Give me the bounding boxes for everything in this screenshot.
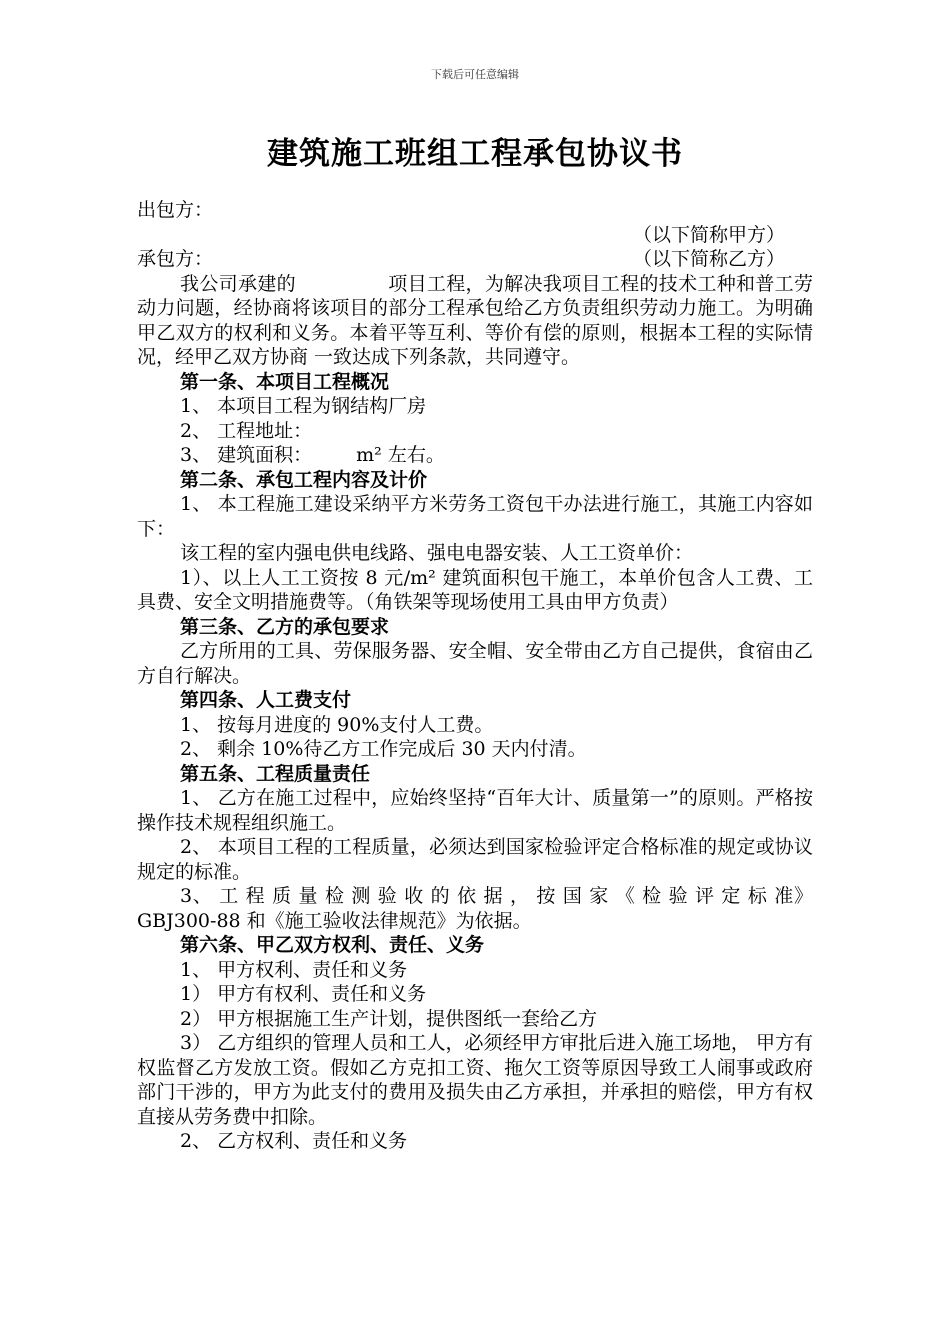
contractor-note: （以下简称乙方）: [632, 248, 785, 270]
article-4-item-2: 2、 剩余 10%待乙方工作完成后 30 天内付清。: [180, 738, 587, 760]
article-5-heading: 第五条、工程质量责任: [180, 762, 371, 785]
article-5-paragraph-3: 3、 工 程 质 量 检 测 验 收 的 依 据 ， 按 国 家 《 检 验 评 定 标 准》GBJ300-88 和《施工验收法律规范》为依据。: [137, 885, 813, 932]
article-1-item-3: [137, 443, 813, 468]
article-6-item-3: 2） 甲方根据施工生产计划，提供图纸一套给乙方: [180, 1007, 598, 1030]
intro-part2: 项目工程，为解决我项目工程的技术工种和普工劳动力问题，经协商将该项目的部分工程承包给乙方负责组织劳动力施工。为明确甲乙双方的权利和义务。本着平等互利、等价有偿的原则，根据本工程的实际情况，经甲乙双方协商 一致达成下列条款，共同遵守。: [137, 272, 813, 368]
intro-part1: 我公司承建的: [180, 272, 296, 295]
article-6-item-1: 1、 甲方权利、责任和义务: [180, 958, 408, 981]
article-6-heading: 第六条、甲乙双方权利、责任、义务: [180, 934, 485, 956]
article-1-item-1: 1、 本项目工程为钢结构厂房: [180, 395, 427, 417]
contractor-row: [137, 247, 813, 272]
area-unit: m² 左右。: [356, 444, 445, 466]
article-2-heading: 第二条、承包工程内容及计价: [180, 468, 428, 491]
article-5-paragraph-1: 1、 乙方在施工过程中，应始终坚持“百年大计、质量第一”的原则。严格按操作技术规程组织施工。: [137, 787, 813, 834]
article-3-heading: 第三条、乙方的承包要求: [180, 615, 390, 638]
article-2-paragraph-3: 1）、以上人工工资按 8 元/m² 建筑面积包干施工，本单价包含人工费、工具费、安全文明措施费等。（角铁架等现场使用工具由甲方负责）: [137, 566, 813, 613]
article-6-item-5: 2、 乙方权利、责任和义务: [180, 1130, 408, 1152]
article-1-heading: 第一条、本项目工程概况: [180, 370, 390, 393]
area-label: 3、 建筑面积：: [180, 444, 313, 466]
article-2-paragraph-2: 该工程的室内强电供电线路、强电电器安装、人工工资单价：: [180, 542, 694, 564]
document-body: [137, 198, 813, 1154]
document-title: 建筑施工班组工程承包协议书: [267, 136, 683, 172]
article-3-paragraph-1: 乙方所用的工具、劳保服务器、安全帽、安全带由乙方自己提供，食宿由乙方自行解决。: [137, 640, 813, 687]
intro-paragraph: [137, 272, 813, 370]
article-6-item-2: 1） 甲方有权利、责任和义务: [180, 983, 427, 1005]
article-5-paragraph-2: 2、 本项目工程的工程质量，必须达到国家检验评定合格标准的规定或协议规定的标准。: [137, 836, 813, 883]
contractor-label: 承包方：: [137, 248, 214, 270]
issuer-note: （以下简称甲方）: [632, 223, 785, 246]
article-4-heading: 第四条、人工费支付: [180, 689, 352, 711]
article-1-item-2: 2、 工程地址：: [180, 419, 313, 442]
issuer-label: 出包方：: [137, 199, 214, 221]
article-2-paragraph-1: 1、 本工程施工建设采纳平方米劳务工资包干办法进行施工，其施工内容如下：: [137, 493, 813, 540]
article-6-paragraph-4: 3） 乙方组织的管理人员和工人，必须经甲方审批后进入施工场地， 甲方有权监督乙方发放工资。假如乙方克扣工资、拖欠工资等原因导致工人闹事或政府部门干涉的，甲方为此支付的费用及损失由乙方承担，并承担的赔偿，甲方有权直接从劳务费中扣除。: [137, 1032, 813, 1128]
article-4-item-1: 1、 按每月进度的 90%支付人工费。: [180, 713, 494, 736]
page-header: 下载后可任意编辑: [431, 68, 519, 81]
